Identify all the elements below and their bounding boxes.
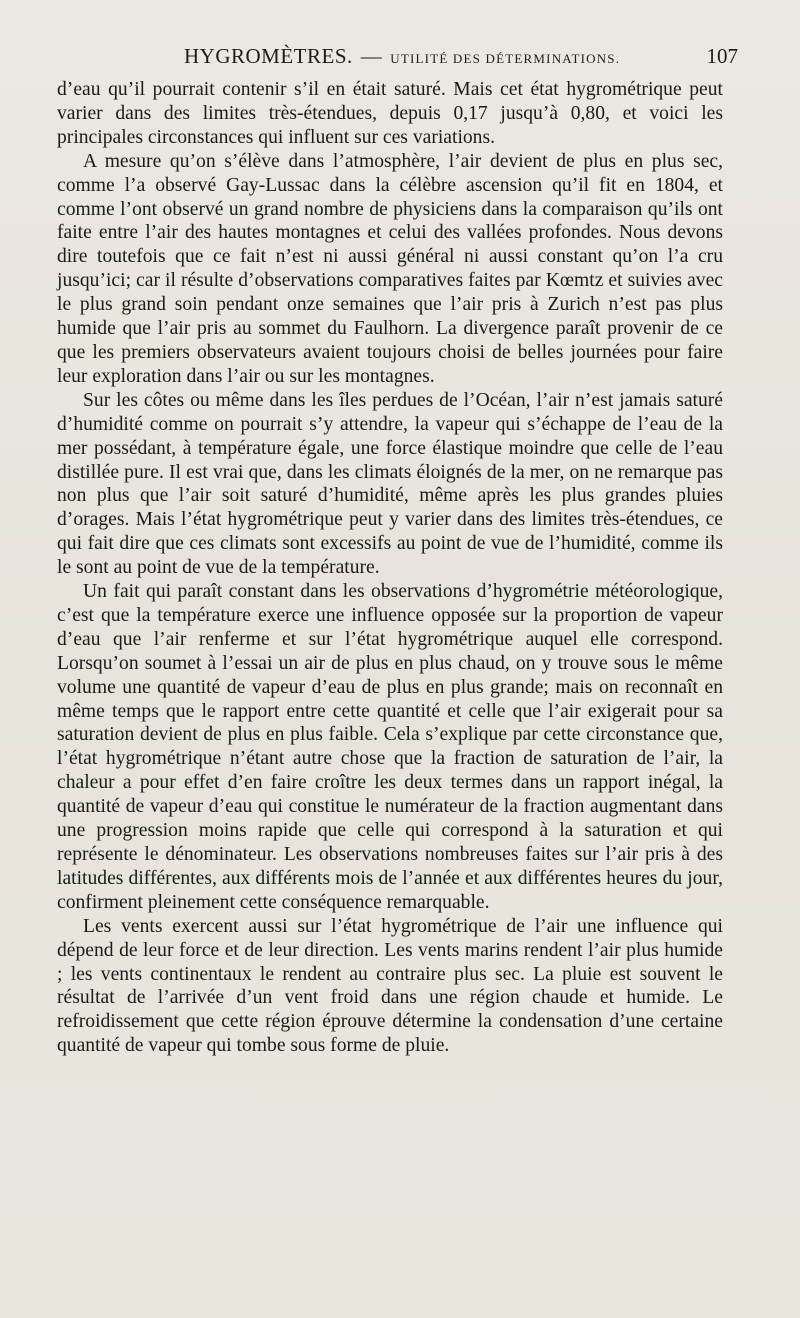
- page-header: [62, 44, 738, 78]
- paragraph: Les vents exercent aussi sur l’état hygrométrique de l’air une influence qui dépend de leur force et de leur direction. Les vents marins rendent l’air plus humide ; les vents continentaux le rendent au contraire plus sec. La pluie est souvent le résultat de l’arrivée d’un vent froid dans une région chaude et humide. Le refroidissement que cette région éprouve détermine la condensation d’une certaine quantité de vapeur qui tombe sous forme de pluie.: [57, 915, 723, 1057]
- paragraph-continuation: d’eau qu’il pourrait contenir s’il en était saturé. Mais cet état hygrométrique peut varier dans des limites très-étendues, depuis 0,17 jusqu’à 0,80, et voici les principales circonstances qui influent sur ces variations.: [57, 79, 723, 148]
- paragraph: Sur les côtes ou même dans les îles perdues de l’Océan, l’air n’est jamais saturé d’humidité comme on pourrait s’y attendre, la vapeur qui s’échappe de l’eau de la mer possédant, à température égale, une force élastique moindre que celle de l’eau distillée pure. Il est vrai que, dans les climats éloignés de la mer, on ne remarque pas non plus que l’air soit saturé d’humidité, même après les plus grandes pluies d’orages. Mais l’état hygrométrique peut y varier dans des limites très-étendues, ce qui fait dire que ces climats sont excessifs au point de vue de l’humidité, comme ils le sont au point de vue de la température.: [57, 389, 723, 579]
- running-head-dash: —: [360, 44, 383, 68]
- running-head-title: HYGROMÈTRES.: [184, 44, 353, 68]
- paragraph: A mesure qu’on s’élève dans l’atmosphère, l’air devient de plus en plus sec, comme l’a observé Gay-Lussac dans la célèbre ascension qu’il fit en 1804, et comme l’ont observé un grand nombre de physiciens dans la comparaison qu’ils ont faite entre l’air des hautes montagnes et celui des vallées profondes. Nous devons dire toutefois que ce fait n’est ni aussi général ni aussi constant qu’on l’a cru jusqu’ici; car il résulte d’observations comparatives faites par Kœmtz et suivies avec le plus grand soin pendant onze semaines que l’air pris à Zurich n’est pas plus humide que l’air pris au sommet du Faulhorn. La divergence paraît provenir de ce que les premiers observateurs avaient toujours choisi de belles journées pour faire leur exploration dans l’air ou sur les montagnes.: [57, 150, 723, 387]
- paragraph: Un fait qui paraît constant dans les observations d’hygrométrie météorologique, c’est que la température exerce une influence opposée sur la proportion de vapeur d’eau que l’air renferme et sur l’état hygrométrique auquel elle correspond. Lorsqu’on soumet à l’essai un air de plus en plus chaud, on y trouve sous le même volume une quantité de vapeur d’eau de plus en plus grande; mais on reconnaît en même temps que le rapport entre cette quantité et celle que l’air exigerait pour sa saturation devient de plus en plus faible. Cela s’explique par cette circonstance que, l’état hygrométrique n’étant autre chose que la fraction de saturation de l’air, la chaleur a pour effet d’en faire croître les deux termes dans un rapport inégal, la quantité de vapeur d’eau qui constitue le numérateur de la fraction augmentant dans une progression moins rapide que celle qui correspond à la saturation et qui représente le dénominateur. Les observations nombreuses faites sur l’air pris à des latitudes différentes, aux différents mois de l’année et aux différentes heures du jour, confirment pleinement cette conséquence remarquable.: [57, 581, 723, 913]
- running-head: [184, 44, 620, 69]
- body-text: [57, 78, 723, 1058]
- page-number: 107: [706, 44, 738, 68]
- running-head-subtitle: UTILITÉ DES DÉTERMINATIONS.: [390, 51, 621, 66]
